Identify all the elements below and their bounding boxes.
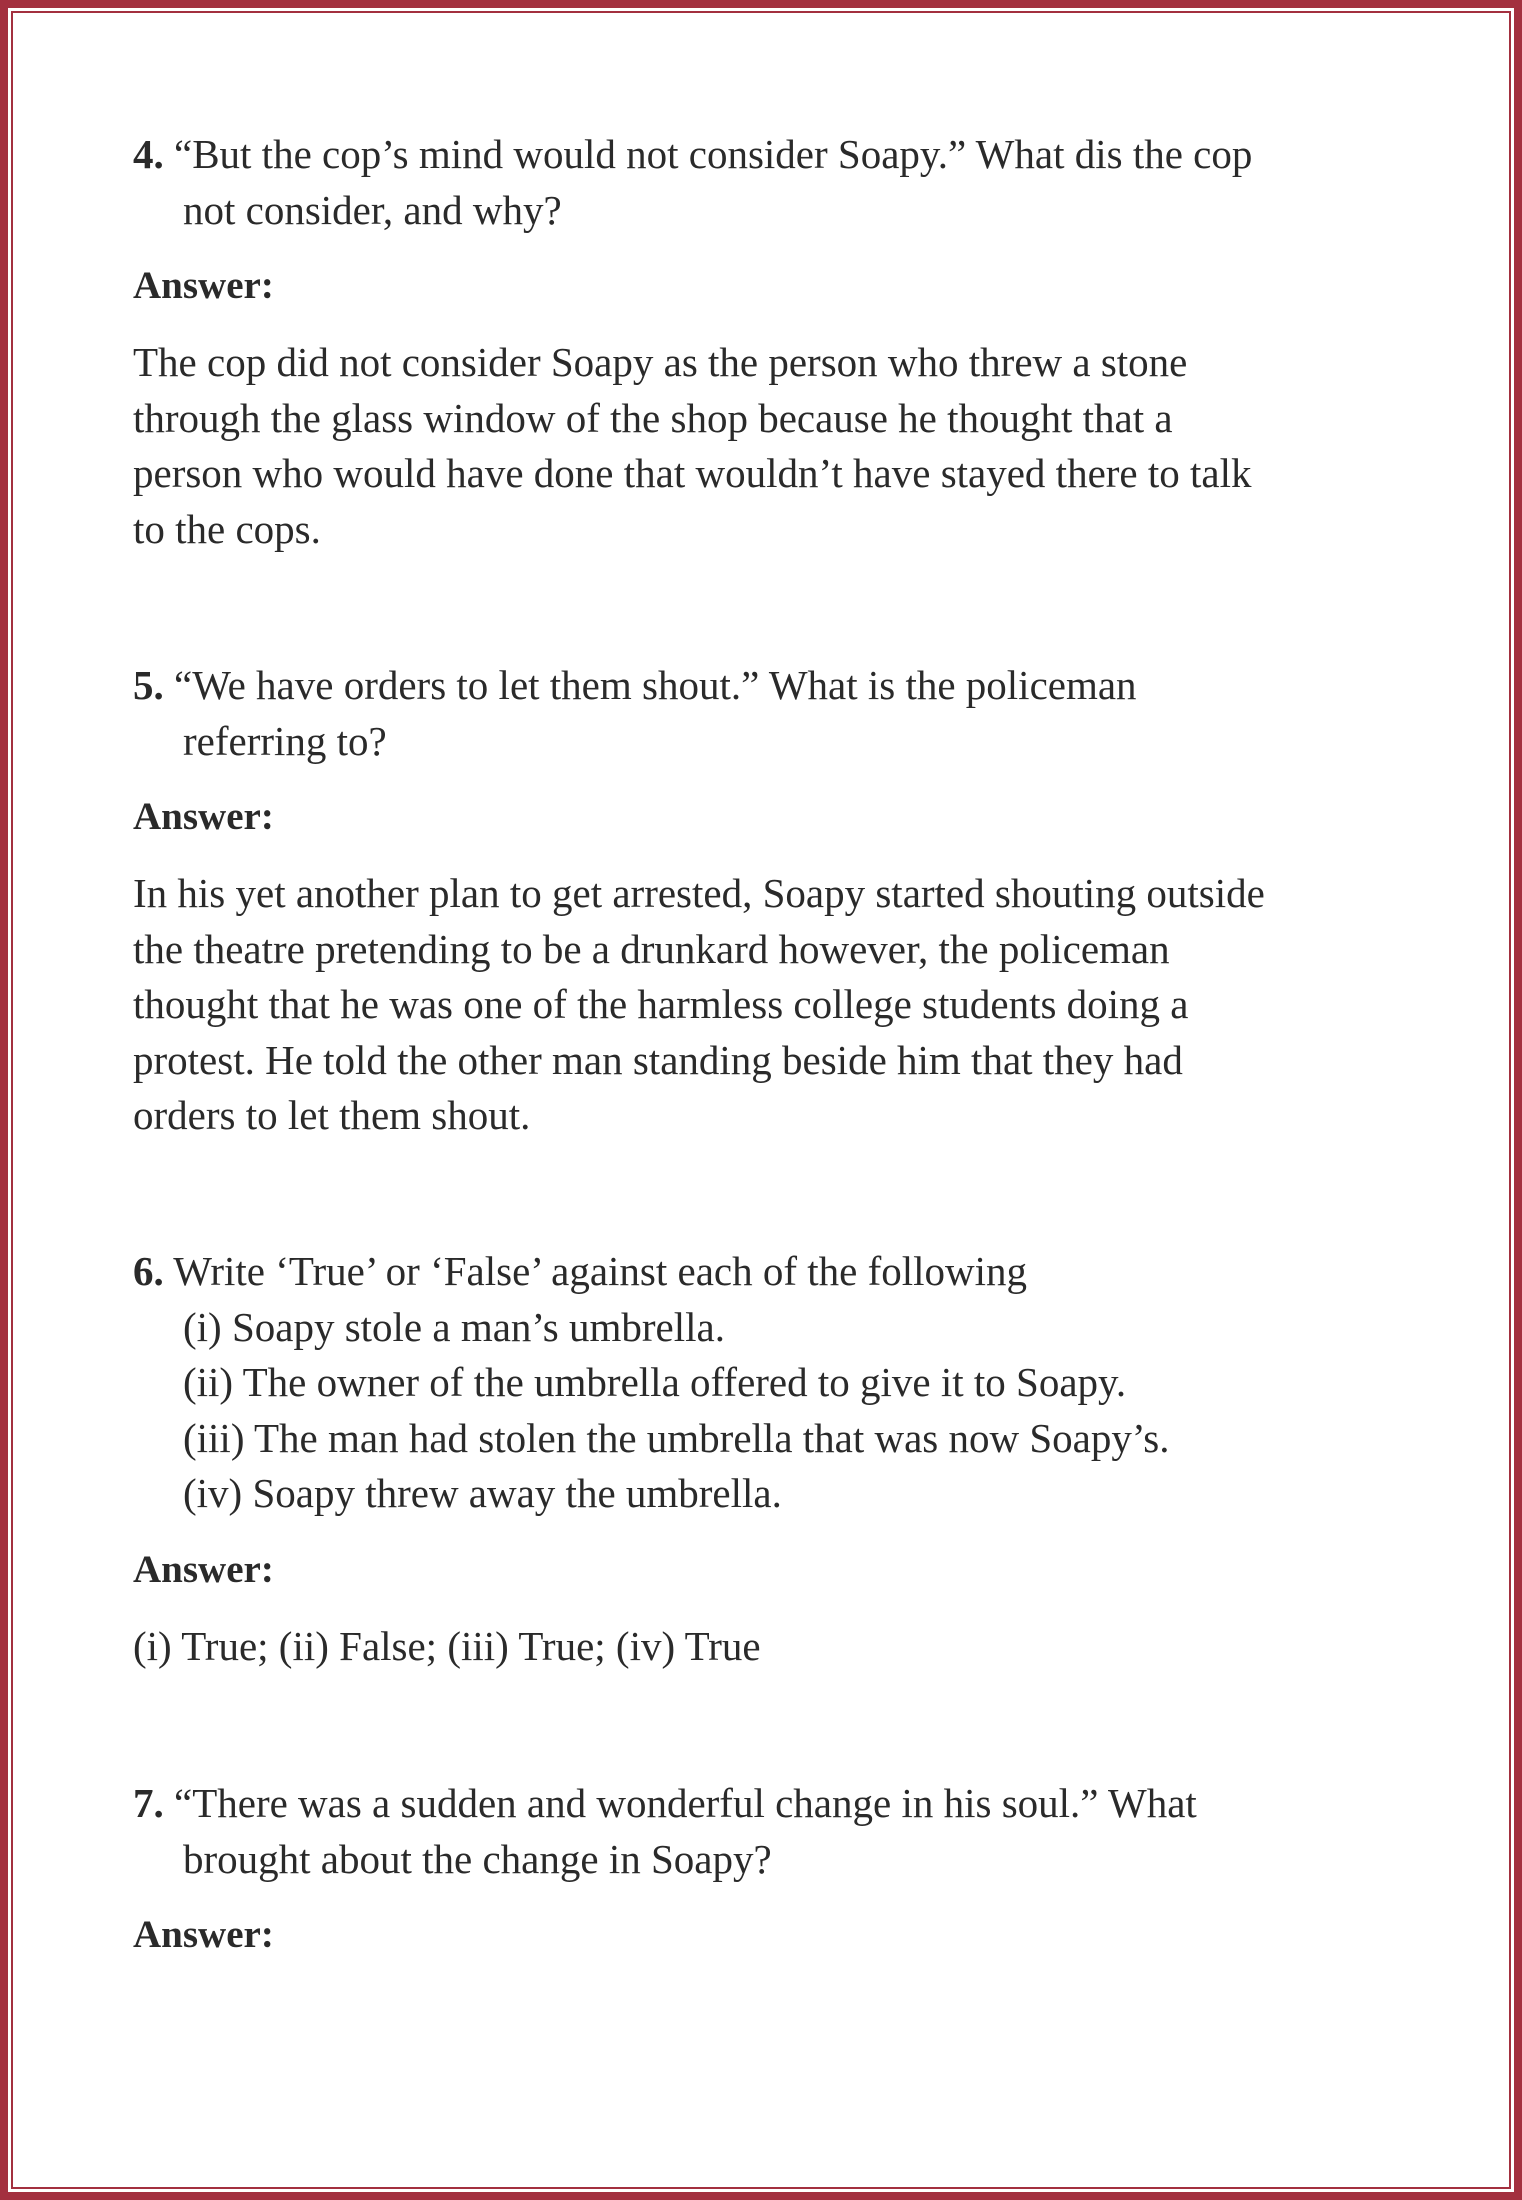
question-line: [133, 1300, 1413, 1356]
question-block: [133, 1776, 1413, 1984]
question-text: “We have orders to let them shout.” What is the policeman: [174, 662, 1137, 708]
question-line: [133, 1411, 1413, 1467]
question-number: 4.: [133, 131, 164, 177]
question-text: referring to?: [183, 717, 387, 764]
question-line: [133, 658, 1413, 714]
answer-text: [133, 866, 1413, 1144]
answer-line: (i) True; (ii) False; (iii) True; (iv) True: [133, 1622, 761, 1669]
answer-text: [133, 1619, 1413, 1675]
question-text: brought about the change in Soapy?: [183, 1835, 772, 1882]
question-text: (ii) The owner of the umbrella offered to give it to Soapy.: [183, 1359, 1127, 1405]
question-text: not consider, and why?: [183, 186, 562, 233]
question-line: [133, 183, 1413, 239]
question-line: [133, 714, 1413, 770]
answer-line: In his yet another plan to get arrested, Soapy started shouting outside: [133, 870, 1265, 916]
question-text: “But the cop’s mind would not consider Soapy.” What dis the cop: [174, 131, 1253, 177]
answer-label: Answer:: [133, 795, 274, 838]
question-number: 7.: [133, 1780, 164, 1826]
answer-line: person who would have done that wouldn’t have stayed there to talk: [133, 450, 1252, 496]
question-line: [133, 127, 1413, 183]
question-text: (iv) Soapy threw away the umbrella.: [183, 1470, 782, 1516]
question-line: [133, 1776, 1413, 1832]
question-block: [133, 1244, 1413, 1674]
question-block: [133, 658, 1413, 1144]
answer-line: protest. He told the other man standing beside him that they had: [133, 1036, 1183, 1083]
answer-line: The cop did not consider Soapy as the person who threw a stone: [133, 339, 1188, 385]
answer-line: the theatre pretending to be a drunkard however, the policeman: [133, 925, 1170, 972]
answer-line: through the glass window of the shop because he thought that a: [133, 394, 1173, 441]
answer-label: Answer:: [133, 1913, 274, 1956]
answer-text: [133, 335, 1413, 557]
answer-label: Answer:: [133, 264, 274, 307]
question-text: (i) Soapy stole a man’s umbrella.: [183, 1303, 725, 1350]
question-number: 5.: [133, 662, 164, 708]
question-line: [133, 1466, 1413, 1522]
answer-label: Answer:: [133, 1547, 274, 1591]
question-text: “There was a sudden and wonderful change in his soul.” What: [174, 1780, 1197, 1826]
question-block: [133, 127, 1413, 557]
answer-line: orders to let them shout.: [133, 1092, 531, 1138]
question-line: [133, 1832, 1413, 1888]
question-line: [133, 1244, 1413, 1300]
question-text: (iii) The man had stolen the umbrella that was now Soapy’s.: [183, 1414, 1170, 1461]
answer-line: to the cops.: [133, 505, 321, 552]
question-line: [133, 1355, 1413, 1411]
question-text: Write ‘True’ or ‘False’ against each of the following: [173, 1248, 1028, 1294]
answer-line: thought that he was one of the harmless college students doing a: [133, 981, 1189, 1027]
question-number: 6.: [133, 1248, 164, 1294]
